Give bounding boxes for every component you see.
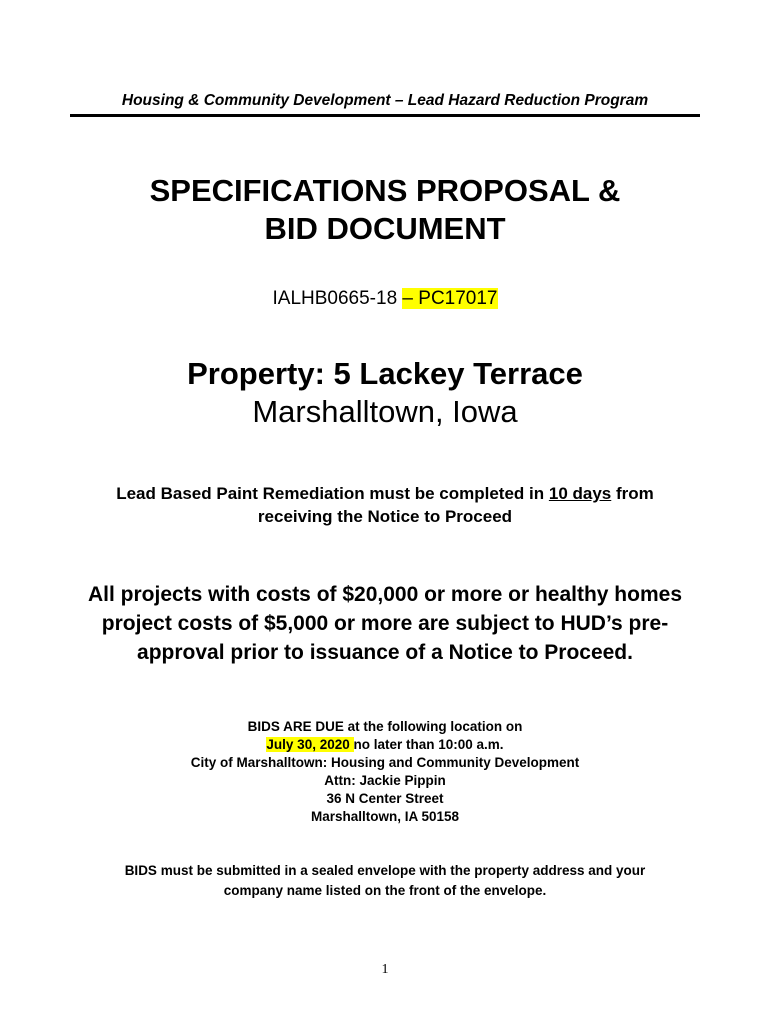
page-number: 1	[381, 962, 389, 977]
submission-line-2: company name listed on the front of the envelope.	[223, 883, 547, 898]
document-number-code: IALHB0665-18	[272, 288, 403, 309]
bids-due-city: Marshalltown, IA 50158	[310, 809, 460, 824]
document-number-highlight: – PC17017	[402, 288, 498, 309]
document-title	[0, 172, 770, 248]
remediation-line-2: receiving the Notice to Proceed	[257, 507, 513, 526]
bids-due-attention: Attn: Jackie Pippin	[324, 773, 446, 788]
submission-instructions	[0, 861, 770, 901]
remediation-text-before: Lead Based Paint Remediation must be completed in	[116, 484, 549, 503]
hud-line-2: project costs of $5,000 or more are subject to HUD’s pre-	[101, 612, 669, 635]
remediation-line-1	[0, 482, 770, 505]
title-line-2: BID DOCUMENT	[264, 211, 506, 246]
submission-line-1: BIDS must be submitted in a sealed envelope with the property address and your	[124, 863, 646, 878]
bids-due-organization: City of Marshalltown: Housing and Community Development	[190, 755, 580, 770]
bids-due-line-2	[0, 736, 770, 754]
bids-due-block	[0, 718, 770, 826]
bids-due-time: no later than 10:00 a.m.	[353, 737, 504, 752]
remediation-duration: 10 days	[548, 484, 612, 503]
property-block	[0, 355, 770, 431]
remediation-text-after: from	[611, 484, 654, 503]
document-number	[0, 288, 770, 310]
property-city: Marshalltown, Iowa	[252, 394, 518, 429]
remediation-notice	[0, 482, 770, 528]
header-text: Housing & Community Development – Lead Hazard Reduction Program	[121, 92, 649, 109]
hud-line-3: approval prior to issuance of a Notice to Proceed.	[137, 641, 633, 664]
hud-line-1: All projects with costs of $20,000 or more or healthy homes	[87, 583, 682, 606]
bids-due-date: July 30, 2020	[266, 737, 354, 752]
hud-approval-notice	[0, 580, 770, 667]
bids-due-street: 36 N Center Street	[326, 791, 444, 806]
property-address: Property: 5 Lackey Terrace	[187, 356, 583, 391]
document-header	[70, 92, 700, 117]
bids-due-line-1: BIDS ARE DUE at the following location on	[247, 719, 523, 734]
title-line-1: SPECIFICATIONS PROPOSAL &	[149, 173, 621, 208]
